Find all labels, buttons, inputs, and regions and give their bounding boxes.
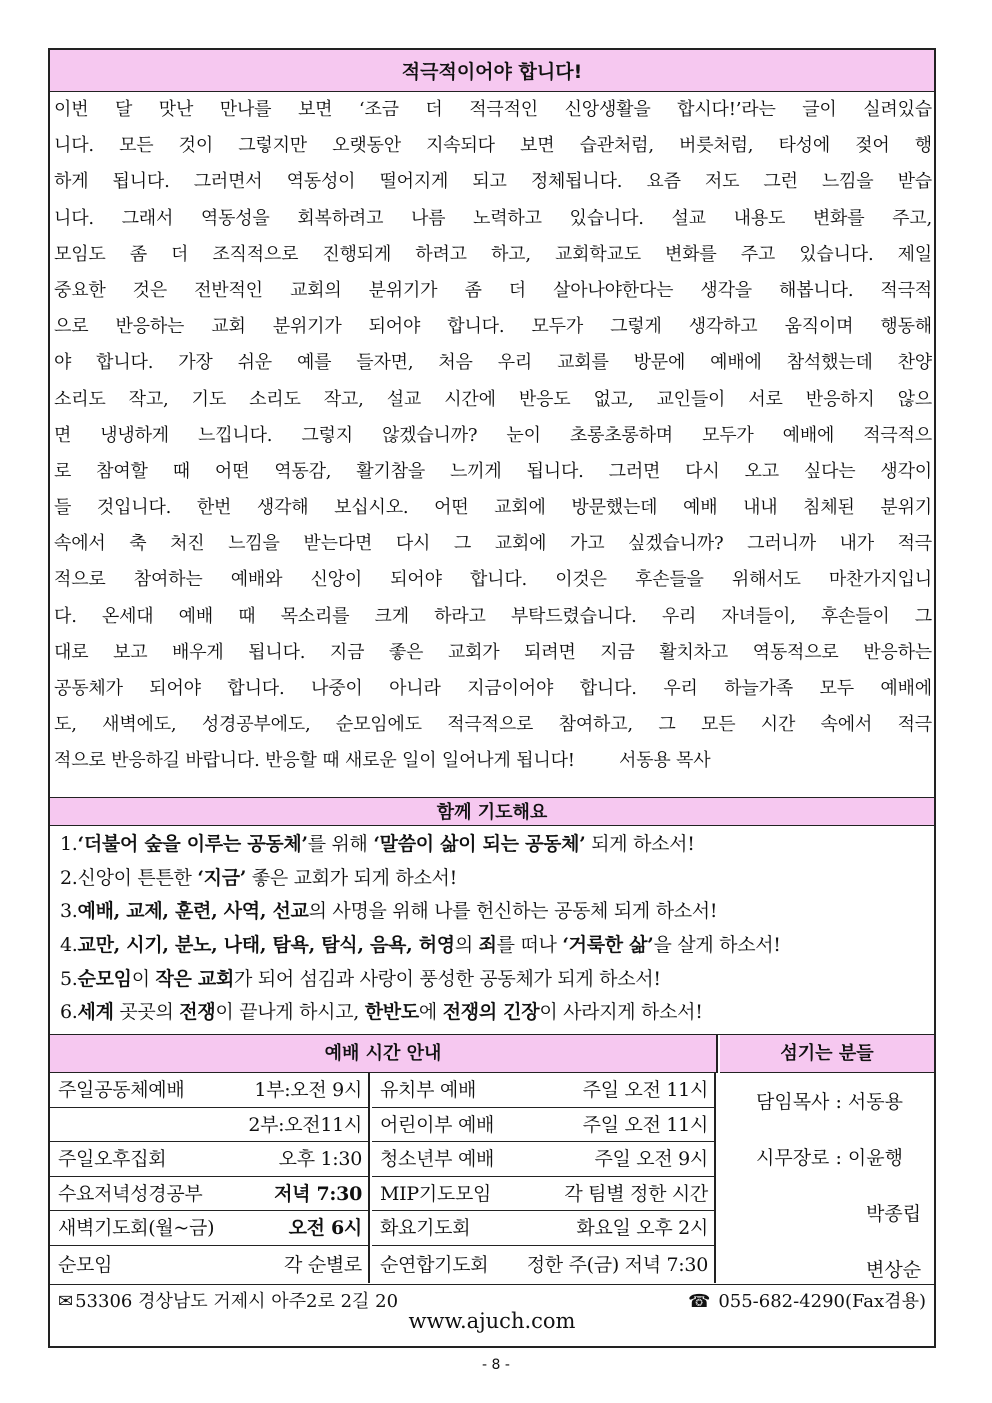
article-line: 들 것입니다. 한번 생각해 보십시오. 어떤 교회에 방문했는데 예배 내내 침체된 분위기 bbox=[54, 497, 932, 519]
article-line: 공동체가 되어야 합니다. 나중이 아니라 지금이어야 합니다. 우리 하늘가족 모두 예배에 bbox=[54, 678, 932, 699]
services-right-column bbox=[372, 1073, 716, 1283]
service-name: MIP기도모임 bbox=[380, 1182, 492, 1205]
service-time: 저녁 7:30 bbox=[274, 1182, 362, 1205]
service-time: 1부:오전 9시 bbox=[254, 1079, 362, 1101]
prayer-text: 이 끝나게 하시고, bbox=[215, 1001, 365, 1024]
article-line: 적으로 반응하길 바랍니다. 반응할 때 새로운 일이 일어나게 됩니다! 서동용 목사 bbox=[54, 750, 711, 772]
service-row bbox=[50, 1073, 368, 1108]
prayer-text: 2.신앙이 튼튼한 bbox=[60, 866, 198, 889]
prayer-text: 죄 bbox=[478, 934, 497, 957]
prayer-text: 3. bbox=[60, 900, 78, 923]
service-name: 순연합기도회 bbox=[380, 1253, 489, 1276]
article-line: 니다. 그래서 역동성을 회복하려고 나름 노력하고 있습니다. 설교 내용도 변화를 주고, bbox=[54, 207, 932, 229]
article-line: 야 합니다. 가장 쉬운 예를 들자면, 처음 우리 교회를 방문에 예배에 참석했는데 찬양 bbox=[54, 352, 932, 374]
prayer-text: ‘말씀이 삶이 되는 공동체’ bbox=[373, 833, 586, 855]
prayer-text: 작은 교회 bbox=[155, 967, 235, 990]
article-line: 중요한 것은 전반적인 교회의 분위기가 좀 더 살아나야한다는 생각을 해봅니다. 적극적 bbox=[54, 279, 932, 301]
prayer-text: 한반도 bbox=[364, 1001, 419, 1024]
servers-list bbox=[720, 1073, 934, 1284]
service-row bbox=[50, 1108, 368, 1143]
article-line: 적으로 참여하는 예배와 신앙이 되어야 합니다. 이것은 후손들을 위해서도 마찬가지입니 bbox=[54, 569, 932, 591]
prayer-text: 이 bbox=[131, 967, 156, 990]
service-row bbox=[50, 1177, 368, 1212]
prayer-text: 되게 하소서! bbox=[585, 833, 695, 855]
service-time: 각 순별로 bbox=[284, 1253, 362, 1276]
page-number: - 8 - bbox=[482, 1357, 510, 1373]
info-section bbox=[50, 1035, 934, 1333]
server-elder: 시무장로 : 이윤행 bbox=[756, 1147, 903, 1169]
article-line: 대로 보고 배우게 됩니다. 지금 좋은 교회가 되려면 지금 활치차고 역동적으로 반응하는 bbox=[54, 641, 932, 663]
servers-title: 섬기는 분들 bbox=[720, 1035, 934, 1073]
article-line: 니다. 모든 것이 그렇지만 오랫동안 지속되다 보면 습관처럼, 버릇처럼, 타성에 젖어 행 bbox=[54, 135, 932, 157]
service-name: 주일오후집회 bbox=[58, 1148, 167, 1170]
service-row bbox=[372, 1246, 714, 1283]
article-line: 소리도 작고, 기도 소리도 작고, 설교 시간에 반응도 없고, 교인들이 서로 반응하지 않으 bbox=[54, 388, 932, 410]
prayer-text: 6. bbox=[60, 1001, 78, 1024]
article-line: 이번 달 맛난 만나를 보면 ‘조금 더 적극적인 신앙생활을 합시다!’라는 글이 실려있습 bbox=[54, 99, 932, 120]
prayer-text: 의 bbox=[454, 934, 479, 957]
prayer-text: 1. bbox=[60, 833, 78, 855]
prayer-text: 에 bbox=[418, 1001, 443, 1024]
prayer-text: 세계 bbox=[77, 1001, 114, 1024]
prayer-text: 예배, 교제, 훈련, 사역, 선교 bbox=[77, 900, 309, 923]
service-row bbox=[50, 1246, 368, 1283]
service-row bbox=[372, 1177, 714, 1212]
service-time: 오전 6시 bbox=[288, 1217, 362, 1239]
prayer-item bbox=[60, 828, 934, 862]
article-line: 속에서 축 처진 느낌을 받는다면 다시 그 교회에 가고 싶겠습니까? 그러니까 내가 적극 bbox=[54, 533, 932, 555]
prayer-title: 함께 기도해요 bbox=[50, 798, 934, 826]
prayer-text: ‘지금’ bbox=[197, 866, 247, 889]
prayer-text: 곳곳의 bbox=[113, 1001, 180, 1024]
prayer-text: 을 살게 하소서! bbox=[653, 934, 781, 957]
service-time: 2부:오전11시 bbox=[248, 1113, 362, 1136]
address-text: 53306 경상남도 거제시 아주2로 2길 20 bbox=[75, 1291, 399, 1312]
service-row bbox=[372, 1108, 714, 1143]
service-name: 새벽기도회(월~금) bbox=[58, 1217, 215, 1239]
server-member: 변상순 bbox=[866, 1259, 922, 1281]
prayer-text: 4. bbox=[60, 934, 78, 957]
website-link[interactable]: www.ajuch.com bbox=[408, 1309, 576, 1333]
mail-icon: ✉ bbox=[58, 1291, 74, 1312]
prayer-item bbox=[60, 929, 934, 963]
prayer-text: 를 위해 bbox=[307, 833, 374, 855]
phone-text: 055-682-4290(Fax겸용) bbox=[718, 1291, 926, 1312]
service-name: 청소년부 예배 bbox=[380, 1148, 495, 1170]
server-member: 박종립 bbox=[866, 1203, 922, 1225]
article-line: 도, 새벽에도, 성경공부에도, 순모임에도 적극적으로 참여하고, 그 모든 시간 속에서 적극 bbox=[54, 714, 932, 736]
bulletin-page bbox=[48, 48, 936, 1348]
article-title: 적극적이어야 합니다! bbox=[50, 50, 934, 92]
service-name: 어린이부 예배 bbox=[380, 1113, 495, 1136]
service-row bbox=[50, 1142, 368, 1177]
service-row bbox=[372, 1073, 714, 1108]
prayer-text: 가 되어 섬김과 사랑이 풍성한 공동체가 되게 하소서! bbox=[234, 967, 661, 990]
server-pastor: 담임목사 : 서동용 bbox=[756, 1091, 903, 1113]
prayer-text: 5. bbox=[60, 967, 78, 990]
service-time: 정한 주(금) 저녁 7:30 bbox=[526, 1253, 708, 1276]
prayer-item bbox=[60, 895, 934, 929]
service-time: 주일 오전 11시 bbox=[582, 1113, 708, 1136]
prayer-text: 전쟁의 긴장 bbox=[442, 1001, 540, 1024]
prayer-text: 교만, 시기, 분노, 나태, 탐욕, 탐식, 음욕, 허영 bbox=[77, 934, 455, 957]
article-line: 하게 됩니다. 그러면서 역동성이 떨어지게 되고 정체됩니다. 요즘 저도 그런 느낌을 받습 bbox=[54, 171, 932, 193]
services-left-column bbox=[50, 1073, 370, 1283]
prayer-text: 이 사라지게 하소서! bbox=[539, 1001, 703, 1024]
prayer-item bbox=[60, 963, 934, 997]
prayer-text: 의 사명을 위해 나를 헌신하는 공동체 되게 하소서! bbox=[308, 900, 718, 923]
service-time: 각 팀별 정한 시간 bbox=[564, 1182, 708, 1205]
service-name: 화요기도회 bbox=[380, 1217, 471, 1239]
service-name: 수요저녁성경공부 bbox=[58, 1182, 203, 1205]
article-line: 모임도 좀 더 조직적으로 진행되게 하려고 하고, 교회학교도 변화를 주고 있습니다. 제일 bbox=[54, 243, 932, 265]
footer bbox=[50, 1284, 934, 1345]
service-row bbox=[50, 1211, 368, 1246]
prayer-list bbox=[50, 826, 934, 1035]
service-time: 오후 1:30 bbox=[278, 1148, 362, 1170]
service-name: 주일공동체예배 bbox=[58, 1079, 185, 1101]
prayer-item bbox=[60, 996, 934, 1030]
prayer-text: ‘더불어 숲을 이루는 공동체’ bbox=[77, 833, 308, 855]
service-row bbox=[372, 1142, 714, 1177]
article-line: 다. 온세대 예배 때 목소리를 크게 하라고 부탁드렸습니다. 우리 자녀들이, 후손들이 그 bbox=[54, 605, 932, 627]
services-title: 예배 시간 안내 bbox=[50, 1035, 718, 1073]
service-row bbox=[372, 1211, 714, 1246]
article-body bbox=[50, 92, 934, 798]
service-time: 주일 오전 11시 bbox=[582, 1079, 708, 1101]
prayer-item bbox=[60, 862, 934, 896]
service-name: 유치부 예배 bbox=[380, 1079, 477, 1101]
prayer-text: 순모임 bbox=[77, 967, 132, 990]
prayer-text: 전쟁 bbox=[179, 1001, 216, 1024]
article-line: 로 참여할 때 어떤 역동감, 활기참을 느끼게 됩니다. 그러면 다시 오고 싶다는 생각이 bbox=[54, 460, 932, 482]
article-line: 으로 반응하는 교회 분위기가 되어야 합니다. 모두가 그렇게 생각하고 움직이며 행동해 bbox=[54, 316, 932, 338]
telephone-icon: ☎ bbox=[688, 1291, 711, 1312]
prayer-text: 를 떠나 bbox=[496, 934, 563, 957]
article-line: 면 냉냉하게 느낍니다. 그렇지 않겠습니까? 눈이 초롱초롱하며 모두가 예배에 적극적으 bbox=[54, 424, 932, 446]
service-name: 순모임 bbox=[58, 1253, 113, 1276]
prayer-text: ‘거룩한 삶’ bbox=[562, 934, 654, 957]
prayer-text: 좋은 교회가 되게 하소서! bbox=[246, 866, 457, 889]
service-time: 화요일 오후 2시 bbox=[576, 1217, 708, 1239]
service-time: 주일 오전 9시 bbox=[594, 1148, 708, 1170]
